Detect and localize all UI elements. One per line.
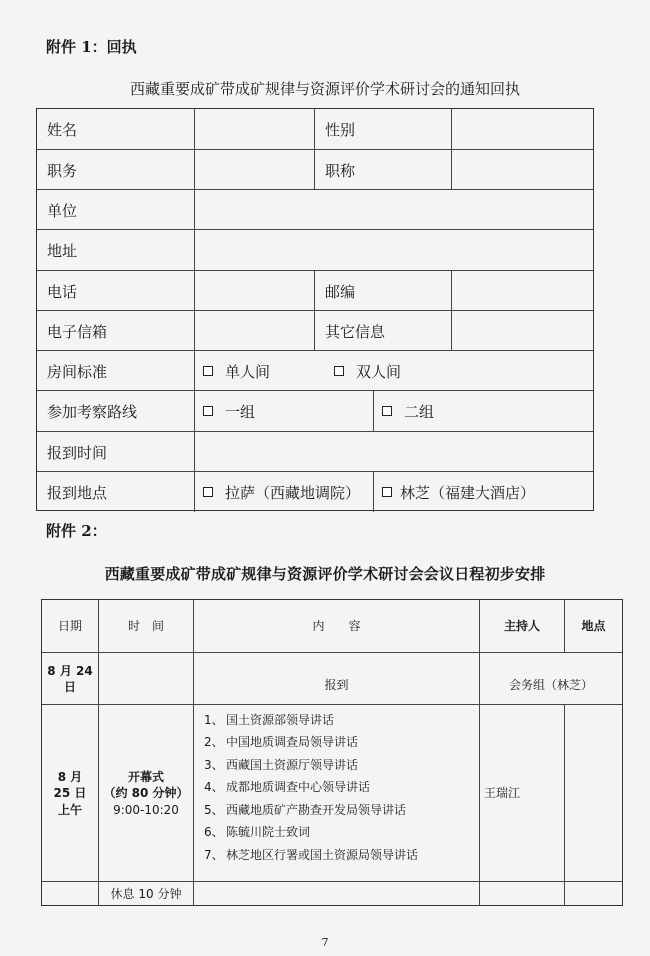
room-options [194, 351, 593, 391]
label-address: 地址 [47, 241, 78, 260]
list-item: 1、 国土资源部领导讲话 [204, 712, 335, 727]
row-unit [37, 189, 593, 230]
route-option-group2-label: 二组 [404, 402, 435, 421]
row-name [37, 109, 593, 149]
header-host: 主持人 [479, 600, 564, 652]
schedule-table [41, 599, 623, 906]
label-other: 其它信息 [314, 311, 451, 351]
route-option-group1[interactable] [194, 391, 373, 431]
attachment1-heading: 附件 1：回执 [46, 38, 137, 56]
label-phone: 电话 [47, 282, 78, 301]
row2-place [564, 705, 622, 882]
label-name: 姓名 [47, 120, 78, 139]
label-route: 参加考察路线 [47, 402, 138, 421]
row1-date-line1: 8 月 24 [47, 663, 93, 678]
row2-date [42, 705, 98, 882]
header-content: 内 容 [193, 600, 479, 652]
row3-host [479, 882, 564, 906]
checkbox-icon[interactable] [382, 406, 392, 416]
label-unit: 单位 [47, 201, 78, 220]
place-option-nyingchi[interactable] [373, 472, 593, 512]
row-email [37, 310, 593, 351]
row2-time-line2: （约 80 分钟） [103, 786, 189, 801]
row-address [37, 229, 593, 270]
label-title: 职称 [314, 150, 451, 190]
row2-date-line3: 上午 [57, 802, 82, 817]
label-room: 房间标准 [47, 362, 108, 381]
place-option-lhasa-label: 拉萨（西藏地调院） [225, 483, 361, 502]
field-unit[interactable] [194, 190, 593, 230]
row3-date [42, 882, 98, 906]
label-arrival-time: 报到时间 [47, 443, 108, 462]
checkbox-icon[interactable] [382, 487, 392, 497]
place-option-lhasa[interactable] [194, 472, 373, 512]
list-item: 3、 西藏国土资源厅领导讲话 [204, 757, 359, 772]
room-option-double-label: 双人间 [356, 362, 402, 381]
schedule-row-break [42, 881, 622, 906]
row3-time: 休息 10 分钟 [98, 882, 193, 906]
row2-date-line2: 25 日 [53, 786, 87, 801]
field-name[interactable] [194, 109, 314, 149]
list-item: 4、 成都地质调查中心领导讲话 [204, 780, 371, 795]
label-email: 电子信箱 [47, 322, 108, 341]
field-title[interactable] [451, 150, 593, 190]
row-position [37, 149, 593, 190]
row-arrival-place [37, 471, 593, 512]
header-place: 地点 [564, 600, 622, 652]
schedule-title: 西藏重要成矿带成矿规律与资源评价学术研讨会会议日程初步安排 [104, 565, 546, 583]
row2-date-line1: 8 月 [57, 770, 83, 785]
attachment2-heading: 附件 2： [46, 522, 107, 540]
field-address[interactable] [194, 230, 593, 270]
receipt-form-table [36, 108, 594, 511]
room-option-double[interactable] [334, 361, 401, 382]
row3-place [564, 882, 622, 906]
row-arrival-time [37, 431, 593, 472]
place-option-nyingchi-label: 林芝（福建大酒店） [400, 483, 536, 502]
checkbox-icon[interactable] [203, 487, 213, 497]
opening-items-list [193, 704, 479, 881]
checkbox-icon[interactable] [203, 406, 213, 416]
field-postcode[interactable] [451, 271, 593, 311]
label-postcode: 邮编 [314, 271, 451, 311]
field-phone[interactable] [194, 271, 314, 311]
label-position: 职务 [47, 161, 78, 180]
checkbox-icon[interactable] [203, 366, 213, 376]
row2-host: 王瑞江 [479, 705, 564, 882]
room-option-single[interactable] [203, 361, 270, 382]
row1-time [98, 653, 193, 705]
row2-time-line1: 开幕式 [127, 770, 164, 785]
row3-content [193, 882, 479, 906]
room-option-single-label: 单人间 [225, 362, 271, 381]
row1-date-line2: 日 [63, 680, 76, 694]
header-date: 日期 [57, 618, 82, 633]
row1-date [42, 653, 98, 705]
row1-host: 会务组（林芝） [479, 653, 622, 705]
list-item: 2、 中国地质调查局领导讲话 [204, 735, 359, 750]
list-item: 5、 西藏地质矿产勘查开发局领导讲话 [204, 802, 407, 817]
receipt-title: 西藏重要成矿带成矿规律与资源评价学术研讨会的通知回执 [129, 80, 520, 98]
list-item: 6、 陈毓川院士致词 [204, 825, 311, 840]
field-gender[interactable] [451, 109, 593, 149]
row2-time-line3: 9:00-10:20 [113, 802, 179, 817]
row-route [37, 390, 593, 431]
route-option-group2[interactable] [373, 391, 593, 431]
field-position[interactable] [194, 150, 314, 190]
header-time: 时 间 [98, 600, 193, 652]
label-arrival-place: 报到地点 [47, 483, 108, 502]
checkbox-icon[interactable] [334, 366, 344, 376]
page-number: 7 [321, 936, 329, 949]
field-arrival-time[interactable] [194, 432, 593, 472]
label-gender: 性别 [314, 109, 451, 149]
row2-time [98, 705, 193, 882]
row1-content: 报到 [193, 653, 479, 705]
field-other[interactable] [451, 311, 593, 351]
field-email[interactable] [194, 311, 314, 351]
row-phone [37, 270, 593, 311]
route-option-group1-label: 一组 [225, 402, 256, 421]
list-item: 7、 林芝地区行署或国土资源局领导讲话 [204, 847, 419, 862]
schedule-row-arrival [42, 652, 622, 705]
row-room [37, 350, 593, 391]
